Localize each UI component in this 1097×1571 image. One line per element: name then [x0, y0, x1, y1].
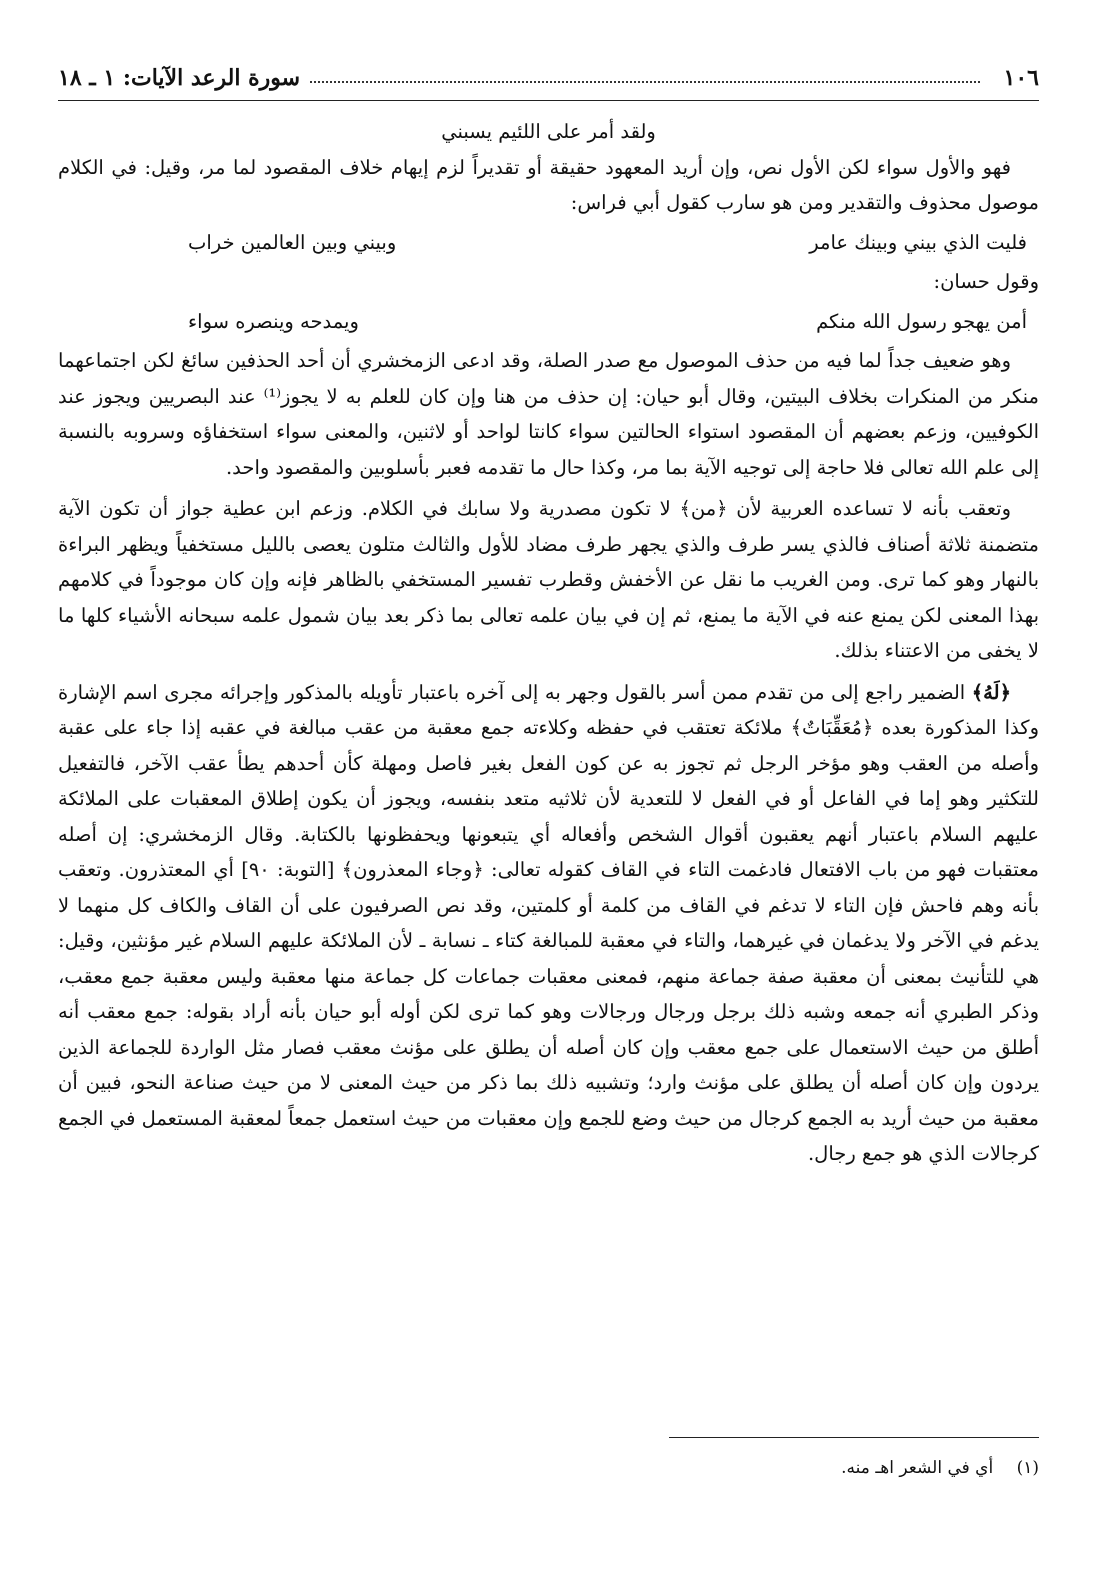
footnote-text: أي في الشعر اهـ منه.: [841, 1458, 994, 1478]
paragraph-3: وتعقب بأنه لا تساعده العربية لأن ﴿من﴾ لا تكون مصدرية ولا سابك في الكلام. وزعم ابن عطية جواز أن تكون الآية متضمنة ثلاثة أصناف فالذي يسر طرف والذي يجهر طرف مضاد للأول والثالث متلون يعصى بالليل مستخفياً ويظهر البراءة بالنهار وهو كما ترى. ومن الغريب ما نقل عن الأخفش وقطرب تفسير المستخفي بالظاهر فإنه وإن كان موجوداً في كلامهم بهذا المعنى لكن يمنع عنه في الآية ما يمنع، ثم إن في بيان علمه تعالى بما ذكر بعد بيان شمول علمه سبحانه الأشياء كلها ما لا يخفى من الاعتناء بذلك.: [58, 497, 1039, 662]
page-number: ١٠٦: [1003, 65, 1039, 91]
footnote-rule: [669, 1437, 1039, 1438]
header-dot-leader: [310, 81, 979, 83]
couplet-1-first-hemistich: فليت الذي بيني وبينك عامر: [809, 230, 1027, 254]
paragraph-4: [58, 675, 1039, 1172]
couplet-2-first-hemistich: أمن يهجو رسول الله منكم: [816, 309, 1027, 333]
header-title: سورة الرعد الآيات: ١ ـ ١٨: [58, 65, 301, 91]
footnote: [841, 1458, 1039, 1478]
hassan-intro: وقول حسان:: [933, 270, 1039, 293]
verse-line: ولقد أمر على اللئيم يسبني: [441, 120, 656, 143]
footnote-number: (١): [1016, 1458, 1039, 1478]
quran-word-lahu: ﴿لَهُ﴾: [971, 680, 1011, 704]
couplet-1-second-hemistich: وبيني وبين العالمين خراب: [188, 230, 397, 254]
poetry-couplet-1: [58, 225, 1039, 261]
couplet-2-second-hemistich: ويمدحه وينصره سواء: [188, 309, 359, 333]
poetry-couplet-2: [58, 304, 1039, 340]
paragraph-4-text: الضمير راجع إلى من تقدم ممن أسر بالقول وجهر به إلى آخره باعتبار تأويله بالمذكور وإجرائه مجرى اسم الإشارة وكذا المذكورة بعده ﴿مُعَقِّبَاتٌ﴾ ملائكة تعتقب في حفظه وكلاءته جمع معقبة من عقب مبالغة في عقبه إذا جاء على عقبة وأصله من العقب وهو مؤخر الرجل ثم تجوز به عن كون الفعل بغير فاصل ومهلة كأن أحدهم يطأ عقب الآخر، فالتفعيل للتكثير وهو إما في الفاعل أو في الفعل لا للتعدية لأن ثلاثيه متعد بنفسه، ويجوز أن يكون إطلاق المعقبات على الملائكة عليهم السلام باعتبار أنهم يعقبون أقوال الشخص وأفعاله أي يتبعونها ويحفظونها بالكتابة. وقال الزمخشري: إن أصله معتقبات فهو من باب الافتعال فادغمت التاء في القاف كقوله تعالى: ﴿وجاء المعذرون﴾ [التوبة: ٩٠] أي المعتذرون. وتعقب بأنه وهم فاحش فإن التاء لا تدغم في القاف من كلمة أو كلمتين، وقد نص الصرفيون على أن القاف والكاف كل منهما لا يدغم في الآخر ولا يدغمان في غيرهما، والتاء في معقبة للمبالغة كتاء ـ نسابة ـ لأن الملائكة عليهم السلام غير مؤنثين، وقيل: هي للتأنيث بمعنى أن معقبة صفة جماعة منهم، فمعنى معقبات جماعات كل جماعة منها معقبة وليس معقبة جمع معقب، وذكر الطبري أنه جمعه وشبه ذلك برجل ورجال ورجالات وهو كما ترى لكن أوله أبو حيان بأنه أراد بقوله: جمع معقب أنه أطلق من حيث الاستعمال على جمع معقب وإن كان أصله أن يطلق على مؤنث معقب فصار مثل الواردة للجماعة الذين يردون وإن كان أصله أن يطلق على مؤنث وارد؛ وتشبيه ذلك بما ذكر من حيث المعنى لا من حيث صناعة النحو، فبين أن معقبة من حيث أريد به الجمع كرجال من حيث وضع للجمع وإن معقبات من حيث استعمل جمعاً لمعقبة المستعمل في الجمع كرجالات الذي هو جمع رجال.: [58, 680, 1039, 1165]
running-header: [58, 58, 1039, 98]
paragraph-1: فهو والأول سواء لكن الأول نص، وإن أريد المعهود حقيقة أو تقديراً لزم إيهام خلاف المقصود لما مر، وقيل: في الكلام موصول محذوف والتقدير ومن هو سارب كقول أبي فراس:: [58, 155, 1039, 214]
main-text: [58, 114, 1039, 1172]
header-rule: [58, 100, 1039, 101]
paragraph-2: وهو ضعيف جداً لما فيه من حذف الموصول مع صدر الصلة، وقد ادعى الزمخشري أن أحد الحذفين سائغ لكن اجتماعهما منكر من المنكرات بخلاف البيتين، وقال أبو حيان: إن حذف من هنا وإن كان للعلم به لا يجوز⁽¹⁾ عند البصريين ويجوز عند الكوفيين، وزعم بعضهم أن المقصود استواء الحالتين سواء كانتا لواحد أو لاثنين، والمعنى سواء استخفاؤه وسروبه بالنسبة إلى علم الله تعالى فلا حاجة إلى توجيه الآية بما مر، وكذا حال ما تقدمه فعبر بأسلوبين والمقصود واحد.: [58, 349, 1039, 479]
